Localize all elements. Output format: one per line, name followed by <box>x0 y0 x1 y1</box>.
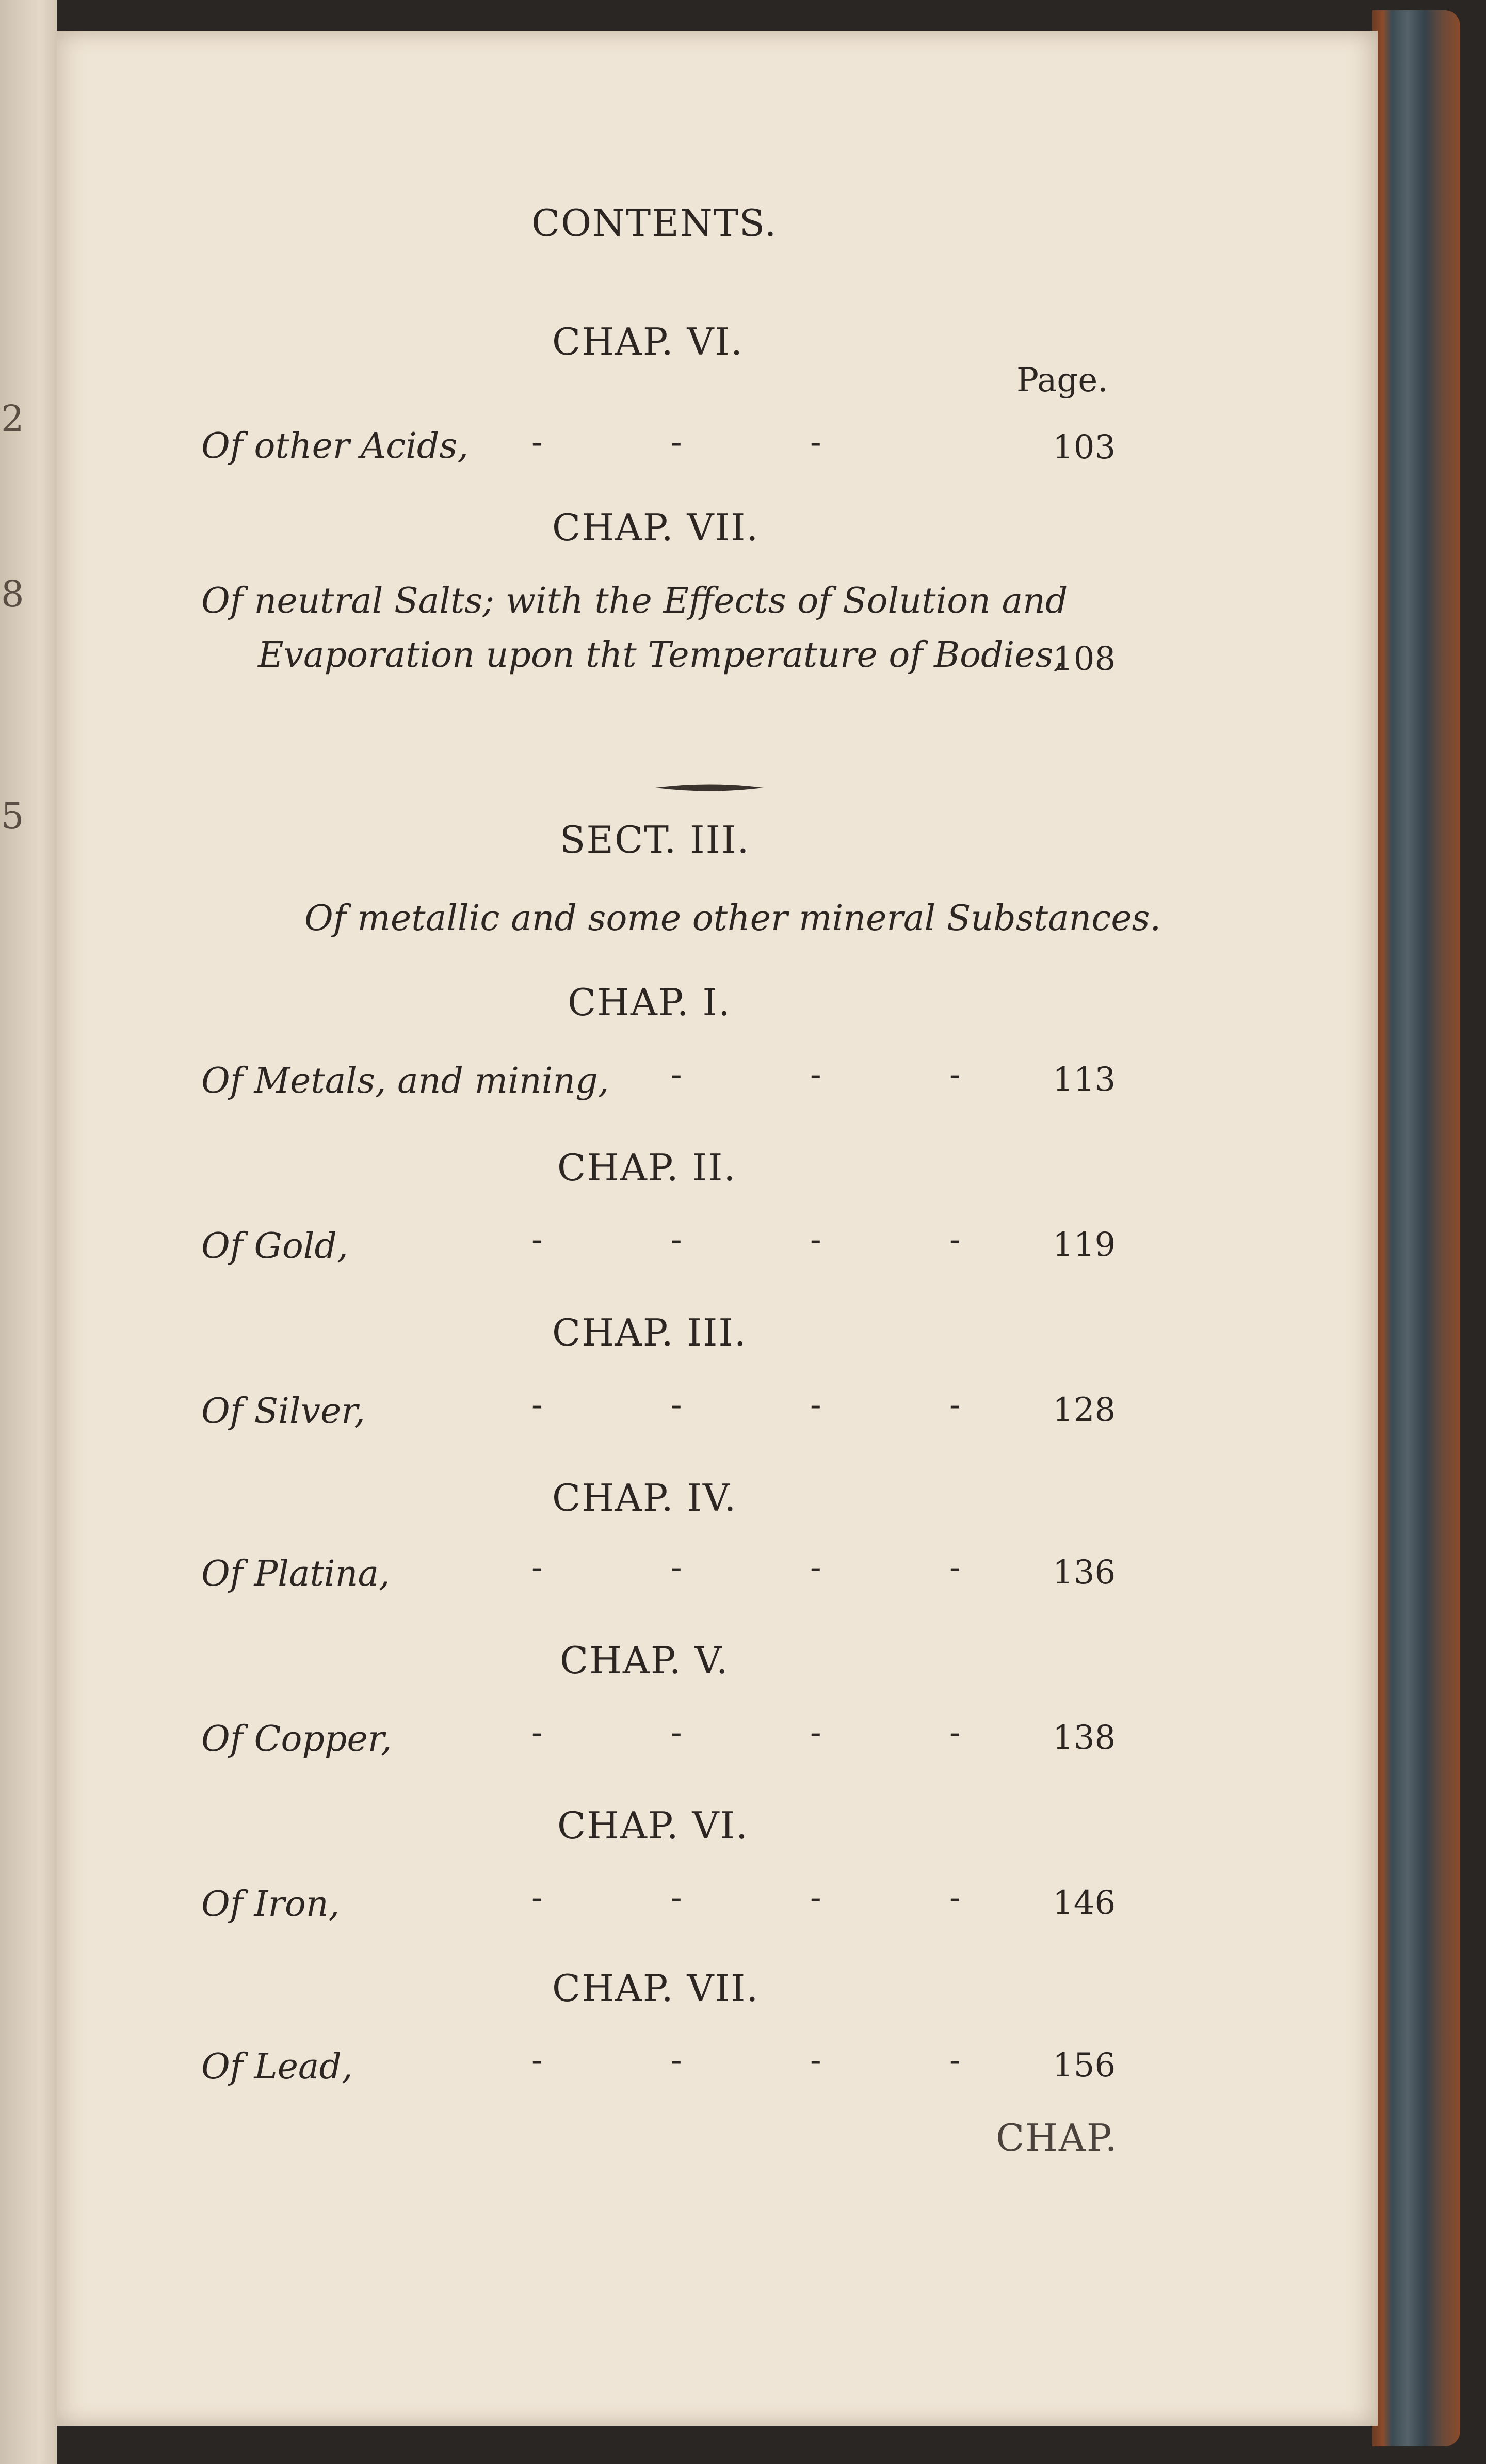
leader-dash: - <box>671 1221 682 1259</box>
leader-dash: - <box>810 1548 821 1587</box>
toc-entry: Of Gold, <box>201 1226 348 1267</box>
leader-dash: - <box>949 1055 961 1094</box>
leader-dash: - <box>671 1879 682 1917</box>
leader-dash: - <box>810 1386 821 1424</box>
page-column-label: Page. <box>1016 361 1108 399</box>
leader-dash: - <box>810 1221 821 1259</box>
toc-entry: Of Lead, <box>201 2046 353 2087</box>
leader-dash: - <box>671 1055 682 1094</box>
toc-entry: Of Copper, <box>201 1719 392 1759</box>
toc-entry: Of Metals, and mining, <box>201 1061 609 1101</box>
leader-dash: - <box>949 1548 961 1587</box>
page-number: 108 <box>1053 640 1116 678</box>
toc-entry: Of neutral Salts; with the Effects of Solution and <box>201 581 1068 621</box>
chapter-heading: CHAP. VII. <box>552 506 760 549</box>
toc-entry: Of other Acids, <box>201 426 469 467</box>
leader-dash: - <box>531 1879 543 1917</box>
book-page <box>57 31 1378 2426</box>
page-number: 119 <box>1053 1226 1116 1264</box>
toc-entry: Of Iron, <box>201 1884 340 1925</box>
leader-dash: - <box>531 1221 543 1259</box>
leader-dash: - <box>531 423 543 461</box>
left-page-mark: 2 <box>1 397 24 440</box>
section-heading: SECT. III. <box>560 818 750 861</box>
page-number: 146 <box>1053 1884 1116 1922</box>
page-number: 156 <box>1053 2046 1116 2085</box>
page-number: 138 <box>1053 1719 1116 1757</box>
leader-dash: - <box>531 1714 543 1752</box>
page-number: 113 <box>1053 1061 1116 1099</box>
page-number: 103 <box>1053 428 1116 467</box>
page-number: 136 <box>1053 1554 1116 1592</box>
chapter-heading: CHAP. VII. <box>552 1966 760 2010</box>
section-subtitle: Of metallic and some other mineral Substances. <box>304 898 1161 939</box>
leader-dash: - <box>671 1714 682 1752</box>
toc-entry: Of Platina, <box>201 1554 390 1594</box>
leader-dash: - <box>949 1714 961 1752</box>
leader-dash: - <box>531 1386 543 1424</box>
chapter-heading: CHAP. II. <box>557 1146 737 1189</box>
leader-dash: - <box>810 2041 821 2079</box>
chapter-heading: CHAP. VI. <box>552 320 744 363</box>
chapter-heading: CHAP. VI. <box>557 1804 749 1847</box>
chapter-heading: CHAP. III. <box>552 1311 747 1354</box>
leader-dash: - <box>810 1879 821 1917</box>
leader-dash: - <box>671 1386 682 1424</box>
page-title: CONTENTS. <box>531 201 778 245</box>
toc-entry: Evaporation upon tht Temperature of Bodies, <box>258 635 1065 676</box>
chapter-heading: CHAP. I. <box>568 981 731 1024</box>
leader-dash: - <box>531 1548 543 1587</box>
leader-dash: - <box>949 2041 961 2079</box>
leader-dash: - <box>671 2041 682 2079</box>
leader-dash: - <box>531 2041 543 2079</box>
left-page-edge <box>0 0 57 2464</box>
leader-dash: - <box>671 423 682 461</box>
chapter-heading: CHAP. V. <box>560 1639 729 1682</box>
leader-dash: - <box>810 423 821 461</box>
chapter-heading: CHAP. IV. <box>552 1476 737 1519</box>
left-page-mark: 5 <box>1 795 24 837</box>
page-number: 128 <box>1053 1391 1116 1429</box>
toc-entry: Of Silver, <box>201 1391 365 1432</box>
section-divider-ornament <box>655 782 764 793</box>
leader-dash: - <box>949 1221 961 1259</box>
book-spine <box>1372 10 1460 2446</box>
leader-dash: - <box>810 1714 821 1752</box>
leader-dash: - <box>671 1548 682 1587</box>
left-page-mark: 8 <box>1 573 24 615</box>
leader-dash: - <box>949 1879 961 1917</box>
leader-dash: - <box>949 1386 961 1424</box>
catchword: CHAP. <box>996 2116 1118 2159</box>
leader-dash: - <box>810 1055 821 1094</box>
